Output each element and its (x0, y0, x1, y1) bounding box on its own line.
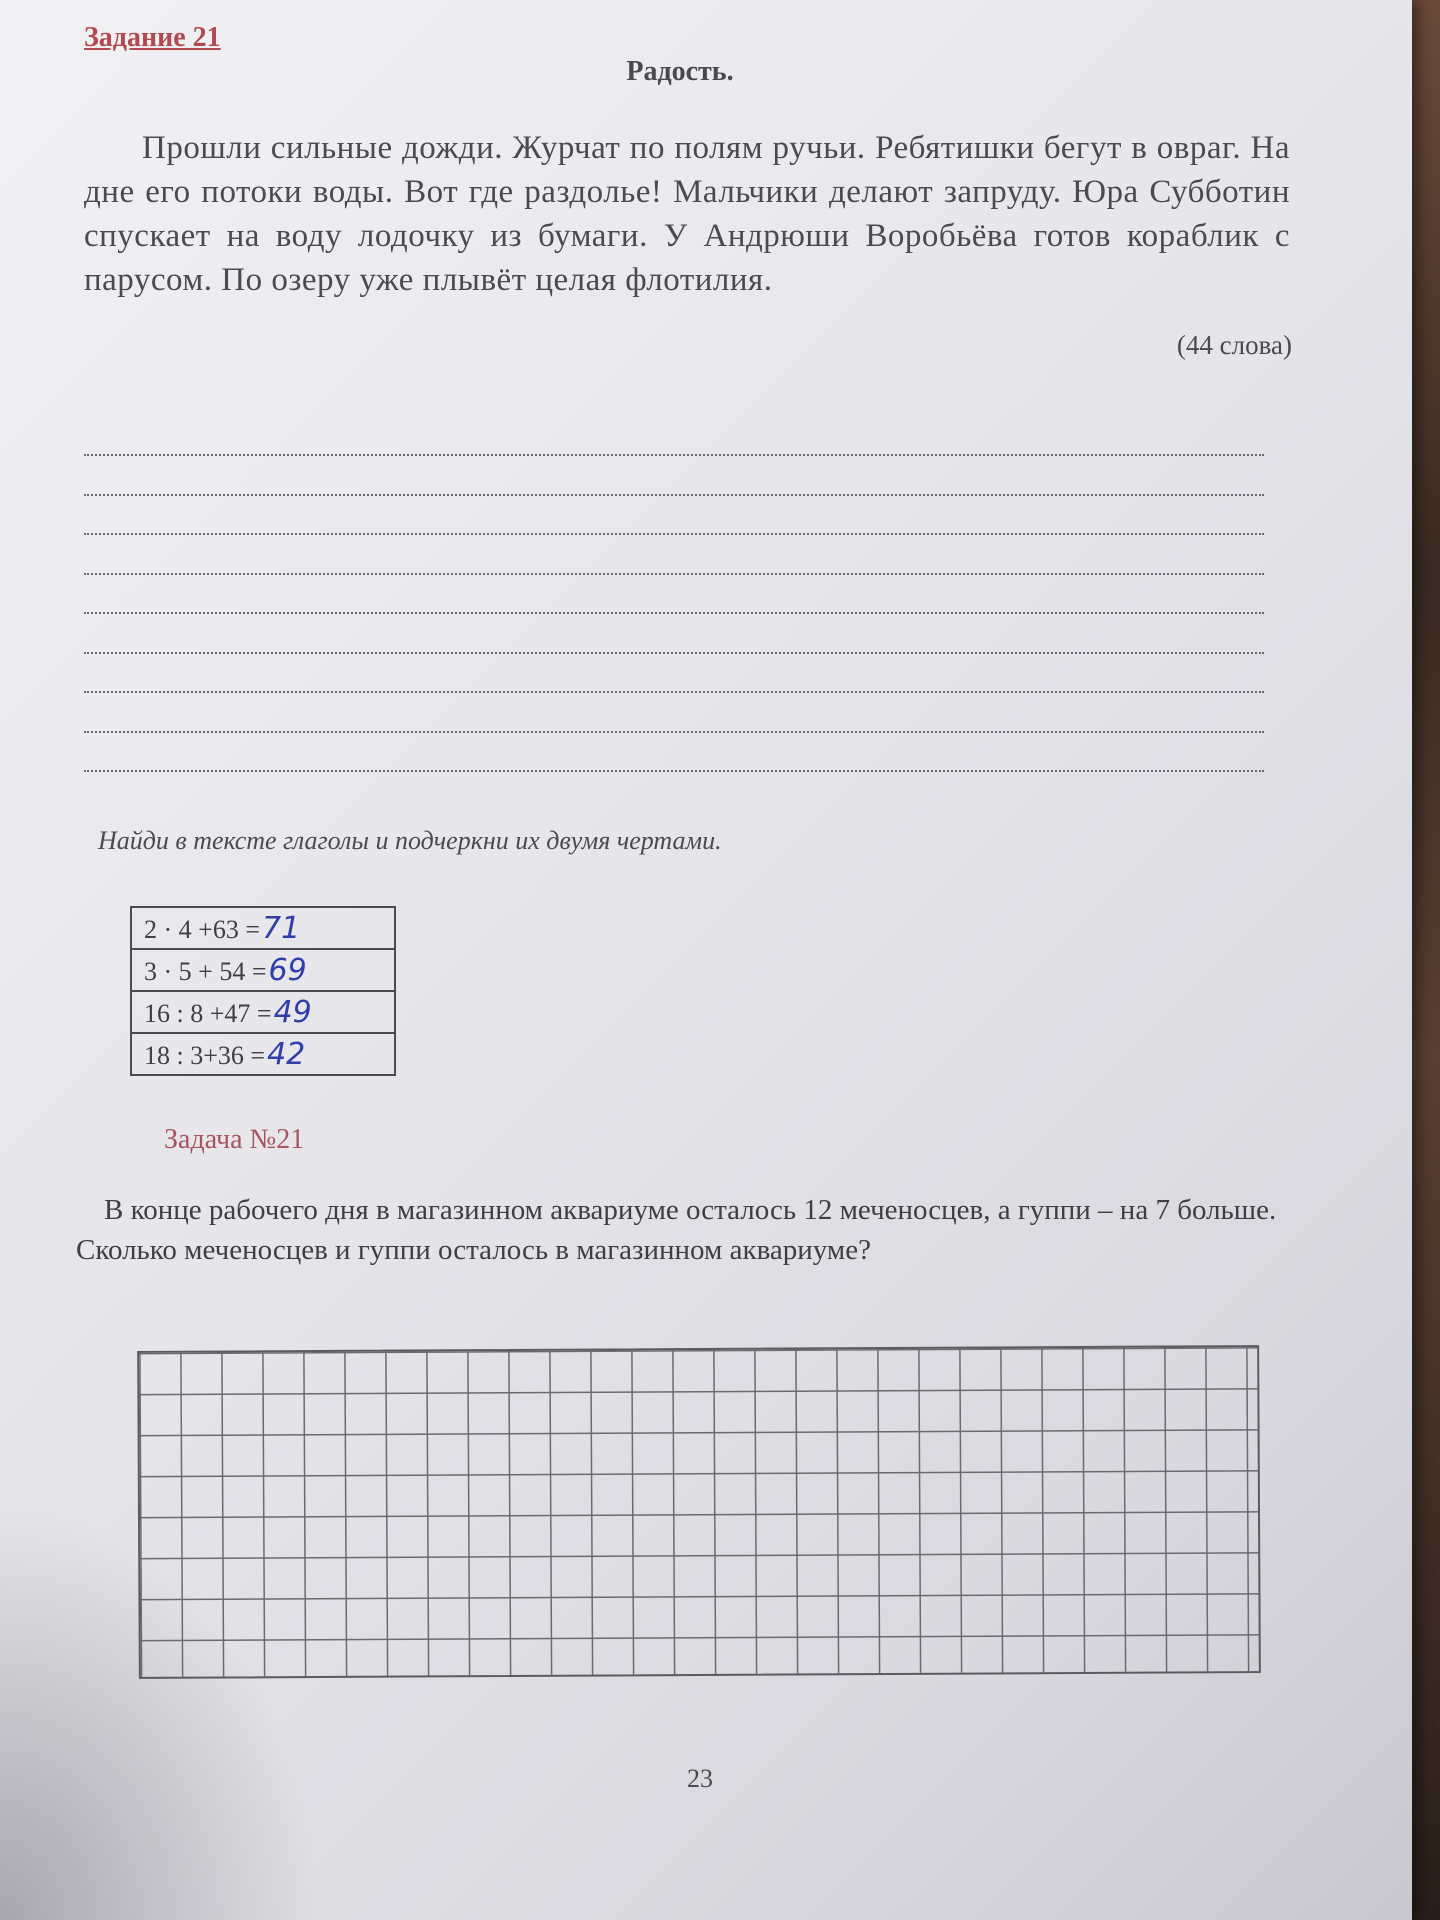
word-count: (44 слова) (1176, 330, 1292, 360)
page-number: 23 (687, 1764, 713, 1793)
writing-line (84, 537, 1264, 575)
writing-line (84, 497, 1264, 535)
writing-line (84, 616, 1264, 654)
writing-line (84, 576, 1264, 614)
problem-label: Задача №21 (164, 1124, 305, 1155)
writing-line (84, 418, 1264, 456)
math-expression: 3 · 5 + 54 = (144, 956, 267, 986)
math-expression: 16 : 8 +47 = (144, 998, 272, 1028)
math-row (131, 907, 395, 949)
writing-line (84, 655, 1264, 693)
math-cell (131, 907, 395, 949)
writing-lines (84, 418, 1264, 774)
math-cell (131, 1033, 395, 1075)
writing-line (84, 695, 1264, 733)
handwritten-answer: 69 (268, 952, 307, 988)
math-row (131, 1033, 395, 1075)
handwritten-answer: 49 (273, 994, 312, 1030)
answer-grid (137, 1345, 1261, 1679)
writing-line (84, 734, 1264, 772)
math-cell (131, 949, 395, 991)
page-title: Радость. (626, 56, 734, 87)
writing-line (84, 458, 1264, 496)
math-row (131, 991, 395, 1033)
math-expression: 2 · 4 +63 = (144, 914, 260, 944)
problem-text: В конце рабочего дня в магазинном аквариуме осталось 12 меченосцев, а гуппи – на 7 больше. Сколько меченосцев и гуппи осталось в магазинном аквариуме? (76, 1194, 1277, 1266)
math-table (130, 906, 396, 1076)
handwritten-answer: 42 (267, 1036, 306, 1072)
instruction-text: Найди в тексте глаголы и подчеркни их двумя чертами. (98, 826, 722, 855)
handwritten-answer: 71 (261, 910, 301, 946)
math-expression: 18 : 3+36 = (144, 1040, 266, 1070)
task-label: Задание 21 (84, 22, 221, 53)
dictation-text: Прошли сильные дожди. Журчат по полям ручьи. Ребятишки бегут в овраг. На дне его потоки воды. Вот где раздолье! Мальчики делают запруду. Юра Субботин спускает на воду лодочку из бумаги. У Андрюши Воробьёва готов кораблик с парусом. По озеру уже плывёт целая флотилия. (84, 130, 1290, 298)
math-cell (131, 991, 395, 1033)
math-row (131, 949, 395, 991)
